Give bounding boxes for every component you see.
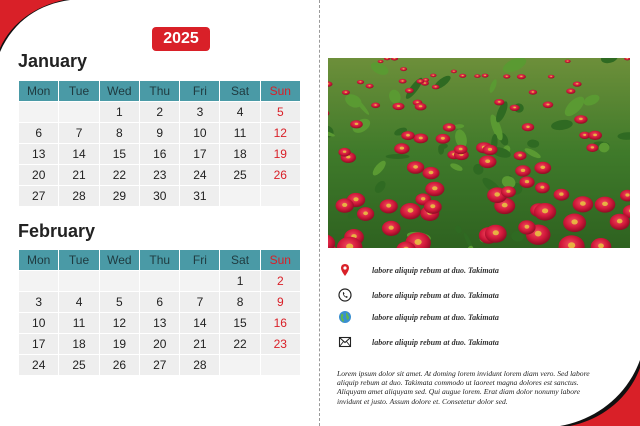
empty-day-cell — [261, 186, 300, 206]
weekday-header: Mon — [19, 81, 58, 101]
weekday-header-row — [19, 81, 300, 101]
day-cell: 11 — [59, 313, 98, 333]
contact-text: labore aliquip rebum at duo. Takimata — [372, 290, 499, 300]
day-cell: 16 — [140, 144, 179, 164]
day-cell: 14 — [59, 144, 98, 164]
calendar-week-row — [19, 271, 300, 291]
day-cell: 31 — [180, 186, 219, 206]
calendar-january — [18, 80, 301, 207]
calendar-february — [18, 249, 301, 376]
weekday-header: Thu — [140, 250, 179, 270]
day-cell: 8 — [220, 292, 259, 312]
day-cell: 28 — [59, 186, 98, 206]
day-cell: 17 — [19, 334, 58, 354]
day-cell: 20 — [19, 165, 58, 185]
calendar-week-row — [19, 292, 300, 312]
day-cell: 1 — [100, 102, 139, 122]
day-cell: 17 — [180, 144, 219, 164]
weekday-header: Tue — [59, 81, 98, 101]
daisy-flowers-photo — [328, 58, 630, 248]
contact-text: labore aliquip rebum at duo. Takimata — [372, 265, 499, 275]
contact-row-mail — [338, 334, 499, 350]
empty-day-cell — [220, 355, 259, 375]
sunday-cell: 2 — [261, 271, 300, 291]
day-cell: 20 — [140, 334, 179, 354]
weekday-header: Fri — [180, 250, 219, 270]
empty-day-cell — [19, 271, 58, 291]
day-cell: 21 — [59, 165, 98, 185]
day-cell: 22 — [220, 334, 259, 354]
month-title-february: February — [18, 221, 96, 241]
empty-day-cell — [19, 102, 58, 122]
day-cell: 6 — [140, 292, 179, 312]
month-title-january: January — [18, 51, 88, 71]
day-cell: 3 — [180, 102, 219, 122]
day-cell: 22 — [100, 165, 139, 185]
day-cell: 19 — [100, 334, 139, 354]
mail-icon — [338, 335, 352, 349]
weekday-header: Wed — [100, 81, 139, 101]
contact-text: labore aliquip rebum at duo. Takimata — [372, 312, 499, 322]
empty-day-cell — [100, 271, 139, 291]
day-cell: 26 — [100, 355, 139, 375]
weekday-header: Sat — [220, 250, 259, 270]
day-cell: 30 — [140, 186, 179, 206]
day-cell: 18 — [59, 334, 98, 354]
day-cell: 3 — [19, 292, 58, 312]
calendar-week-row — [19, 355, 300, 375]
contact-row-phone — [338, 287, 499, 303]
weekday-header-sunday: Sun — [261, 250, 300, 270]
calendar-week-row — [19, 144, 300, 164]
day-cell: 13 — [140, 313, 179, 333]
calendar-week-row — [19, 334, 300, 354]
description-paragraph: Lorem ipsum dolor sit amet. At doming lorem invidunt lorem diam vero. Sed labore aliquip rebum at duo. Takimata commodo ut laoreet magna dolores est sanctus. Aliquyam amet aliquyam sed. Qui augue lorem. Erat diam dolor nonumy labore invidunt et justo. Assum dolore et. Consetetur dolor sed. — [337, 369, 590, 406]
day-cell: 8 — [100, 123, 139, 143]
day-cell: 10 — [180, 123, 219, 143]
empty-day-cell — [220, 186, 259, 206]
contact-text: labore aliquip rebum at duo. Takimata — [372, 337, 499, 347]
day-cell: 11 — [220, 123, 259, 143]
day-cell: 7 — [180, 292, 219, 312]
empty-day-cell — [59, 271, 98, 291]
sunday-cell: 9 — [261, 292, 300, 312]
weekday-header: Fri — [180, 81, 219, 101]
day-cell: 2 — [140, 102, 179, 122]
weekday-header-sunday: Sun — [261, 81, 300, 101]
sunday-cell: 26 — [261, 165, 300, 185]
day-cell: 24 — [19, 355, 58, 375]
calendar-week-row — [19, 313, 300, 333]
location-pin-icon — [338, 263, 352, 277]
day-cell: 4 — [59, 292, 98, 312]
day-cell: 15 — [220, 313, 259, 333]
weekday-header: Thu — [140, 81, 179, 101]
day-cell: 6 — [19, 123, 58, 143]
day-cell: 25 — [220, 165, 259, 185]
calendar-week-row — [19, 186, 300, 206]
sunday-cell: 19 — [261, 144, 300, 164]
sunday-cell: 23 — [261, 334, 300, 354]
year-badge: 2025 — [152, 27, 210, 51]
day-cell: 27 — [19, 186, 58, 206]
empty-day-cell — [59, 102, 98, 122]
weekday-header: Mon — [19, 250, 58, 270]
empty-day-cell — [261, 355, 300, 375]
calendar-week-row — [19, 123, 300, 143]
contact-row-location — [338, 262, 499, 278]
day-cell: 24 — [180, 165, 219, 185]
day-cell: 15 — [100, 144, 139, 164]
phone-icon — [338, 288, 352, 302]
day-cell: 21 — [180, 334, 219, 354]
day-cell: 5 — [100, 292, 139, 312]
weekday-header-row — [19, 250, 300, 270]
day-cell: 25 — [59, 355, 98, 375]
day-cell: 29 — [100, 186, 139, 206]
day-cell: 1 — [220, 271, 259, 291]
calendar-week-row — [19, 165, 300, 185]
empty-day-cell — [140, 271, 179, 291]
day-cell: 7 — [59, 123, 98, 143]
day-cell: 28 — [180, 355, 219, 375]
weekday-header: Tue — [59, 250, 98, 270]
sunday-cell: 5 — [261, 102, 300, 122]
weekday-header: Wed — [100, 250, 139, 270]
day-cell: 9 — [140, 123, 179, 143]
weekday-header: Sat — [220, 81, 259, 101]
sunday-cell: 16 — [261, 313, 300, 333]
day-cell: 27 — [140, 355, 179, 375]
globe-icon — [338, 310, 352, 324]
contact-row-web — [338, 309, 499, 325]
empty-day-cell — [180, 271, 219, 291]
day-cell: 23 — [140, 165, 179, 185]
day-cell: 13 — [19, 144, 58, 164]
day-cell: 18 — [220, 144, 259, 164]
day-cell: 4 — [220, 102, 259, 122]
day-cell: 14 — [180, 313, 219, 333]
calendar-week-row — [19, 102, 300, 122]
day-cell: 10 — [19, 313, 58, 333]
page-divider — [319, 0, 320, 426]
sunday-cell: 12 — [261, 123, 300, 143]
day-cell: 12 — [100, 313, 139, 333]
